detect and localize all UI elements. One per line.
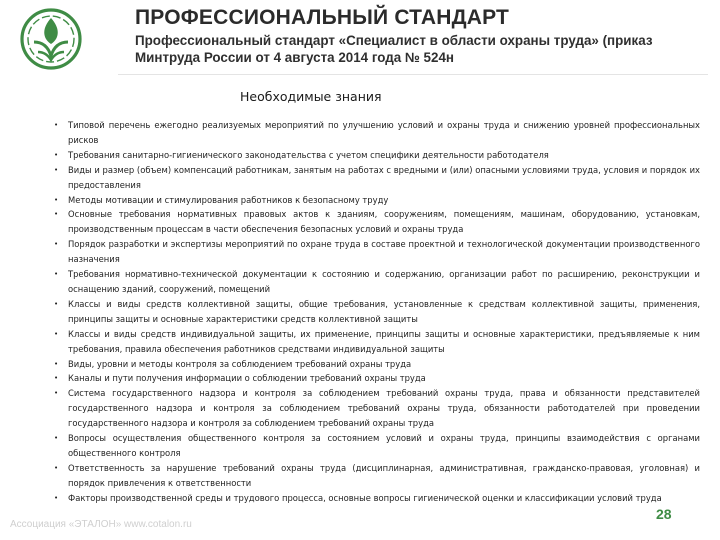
list-item-text: Факторы производственной среды и трудового процесса, основные вопросы гигиенической оценки и классификации условий труда	[68, 492, 662, 503]
list-item-text: Виды, уровни и методы контроля за соблюдением требований охраны труда	[68, 358, 412, 369]
list-item	[52, 327, 700, 357]
bullet-icon: •	[54, 270, 59, 279]
list-item-text: Система государственного надзора и контроля за соблюдением требований охраны труда, права и обязанности представителей государственного надзора и контроля за соблюдением требований охраны труда, обязанности работодателей при проведении государственного надзора и контроля за соблюдением требований охраны труда	[68, 388, 700, 429]
list-item-text: Классы и виды средств коллективной защиты, общие требования, установленные к средствам коллективной защиты, применения, принципы защиты и основные характеристики средств коллективной защиты	[68, 298, 700, 324]
list-item	[52, 193, 700, 208]
list-item	[52, 431, 700, 461]
organization-logo	[20, 8, 82, 70]
list-item-text: Каналы и пути получения информации о соблюдении требований охраны труда	[68, 373, 426, 384]
list-item-text: Классы и виды средств индивидуальной защиты, их применение, принципы защиты и основные характеристики, предъявляемые к ним требования, правила обеспечения работников средствами индивидуальной защиты	[68, 328, 700, 354]
list-item-text: Ответственность за нарушение требований охраны труда (дисциплинарная, административная, гражданско-правовая, уголовная) и порядок привлечения к ответственности	[68, 462, 700, 488]
list-item	[52, 207, 700, 237]
list-item	[52, 237, 700, 267]
list-item	[52, 118, 700, 148]
list-item	[52, 491, 700, 506]
list-item-text: Вопросы осуществления общественного контроля за состоянием условий и охраны труда, принципы взаимодействия с органами общественного контроля	[68, 433, 700, 458]
bullet-icon: •	[54, 359, 59, 368]
list-item	[52, 267, 700, 297]
bullet-icon: •	[54, 389, 59, 398]
header-divider	[118, 74, 708, 75]
list-item-text: Типовой перечень ежегодно реализуемых мероприятий по улучшению условий и охраны труда и снижению уровней профессиональных рисков	[68, 120, 700, 145]
list-item-text: Методы мотивации и стимулирования работников к безопасному труду	[68, 194, 389, 205]
bullet-icon: •	[54, 374, 59, 383]
bullet-icon: •	[54, 434, 59, 443]
list-item	[52, 357, 700, 372]
page-subtitle: Профессиональный стандарт «Специалист в области охраны труда» (приказ Минтруда России от 4 августа 2014 года № 524н	[135, 33, 653, 65]
bullet-icon: •	[54, 240, 59, 249]
bullet-icon: •	[54, 121, 59, 129]
knowledge-list	[52, 118, 700, 506]
bullet-icon: •	[54, 210, 59, 219]
bullet-icon: •	[54, 493, 59, 502]
page-number: 28	[656, 506, 672, 522]
list-item-text: Требования санитарно-гигиенического законодательства с учетом специфики деятельности работодателя	[68, 149, 549, 160]
bullet-icon: •	[54, 150, 59, 159]
section-heading: Необходимые знания	[240, 89, 382, 104]
list-item	[52, 371, 700, 386]
footer-watermark: Ассоциация «ЭТАЛОН» www.cotalon.ru	[10, 519, 192, 530]
list-item	[52, 163, 700, 193]
bullet-icon: •	[54, 195, 59, 204]
list-item-text: Порядок разработки и экспертизы мероприятий по охране труда в составе проектной и технологической документации производственного назначения	[68, 239, 700, 265]
page-title: ПРОФЕССИОНАЛЬНЫЙ СТАНДАРТ	[135, 6, 510, 29]
bullet-icon: •	[54, 329, 59, 338]
list-item-text: Основные требования нормативных правовых актов к зданиям, сооружениям, помещениям, машинам, оборудованию, установкам, производственным процессам в части обеспечения безопасных условий и охраны труда	[68, 209, 700, 235]
list-item	[52, 148, 700, 163]
list-item-text: Виды и размер (объем) компенсаций работникам, занятым на работах с вредными и (или) опасными условиями труда, условия и порядок их предоставления	[68, 164, 700, 190]
list-item	[52, 386, 700, 431]
list-item	[52, 297, 700, 327]
bullet-icon: •	[54, 165, 59, 174]
bullet-icon: •	[54, 299, 59, 308]
bullet-icon: •	[54, 463, 59, 472]
list-item-text: Требования нормативно-технической документации к состоянию и содержанию, организации работ по расширению, реконструкции и оснащению зданий, сооружений, помещений	[68, 269, 700, 294]
list-item	[52, 461, 700, 491]
